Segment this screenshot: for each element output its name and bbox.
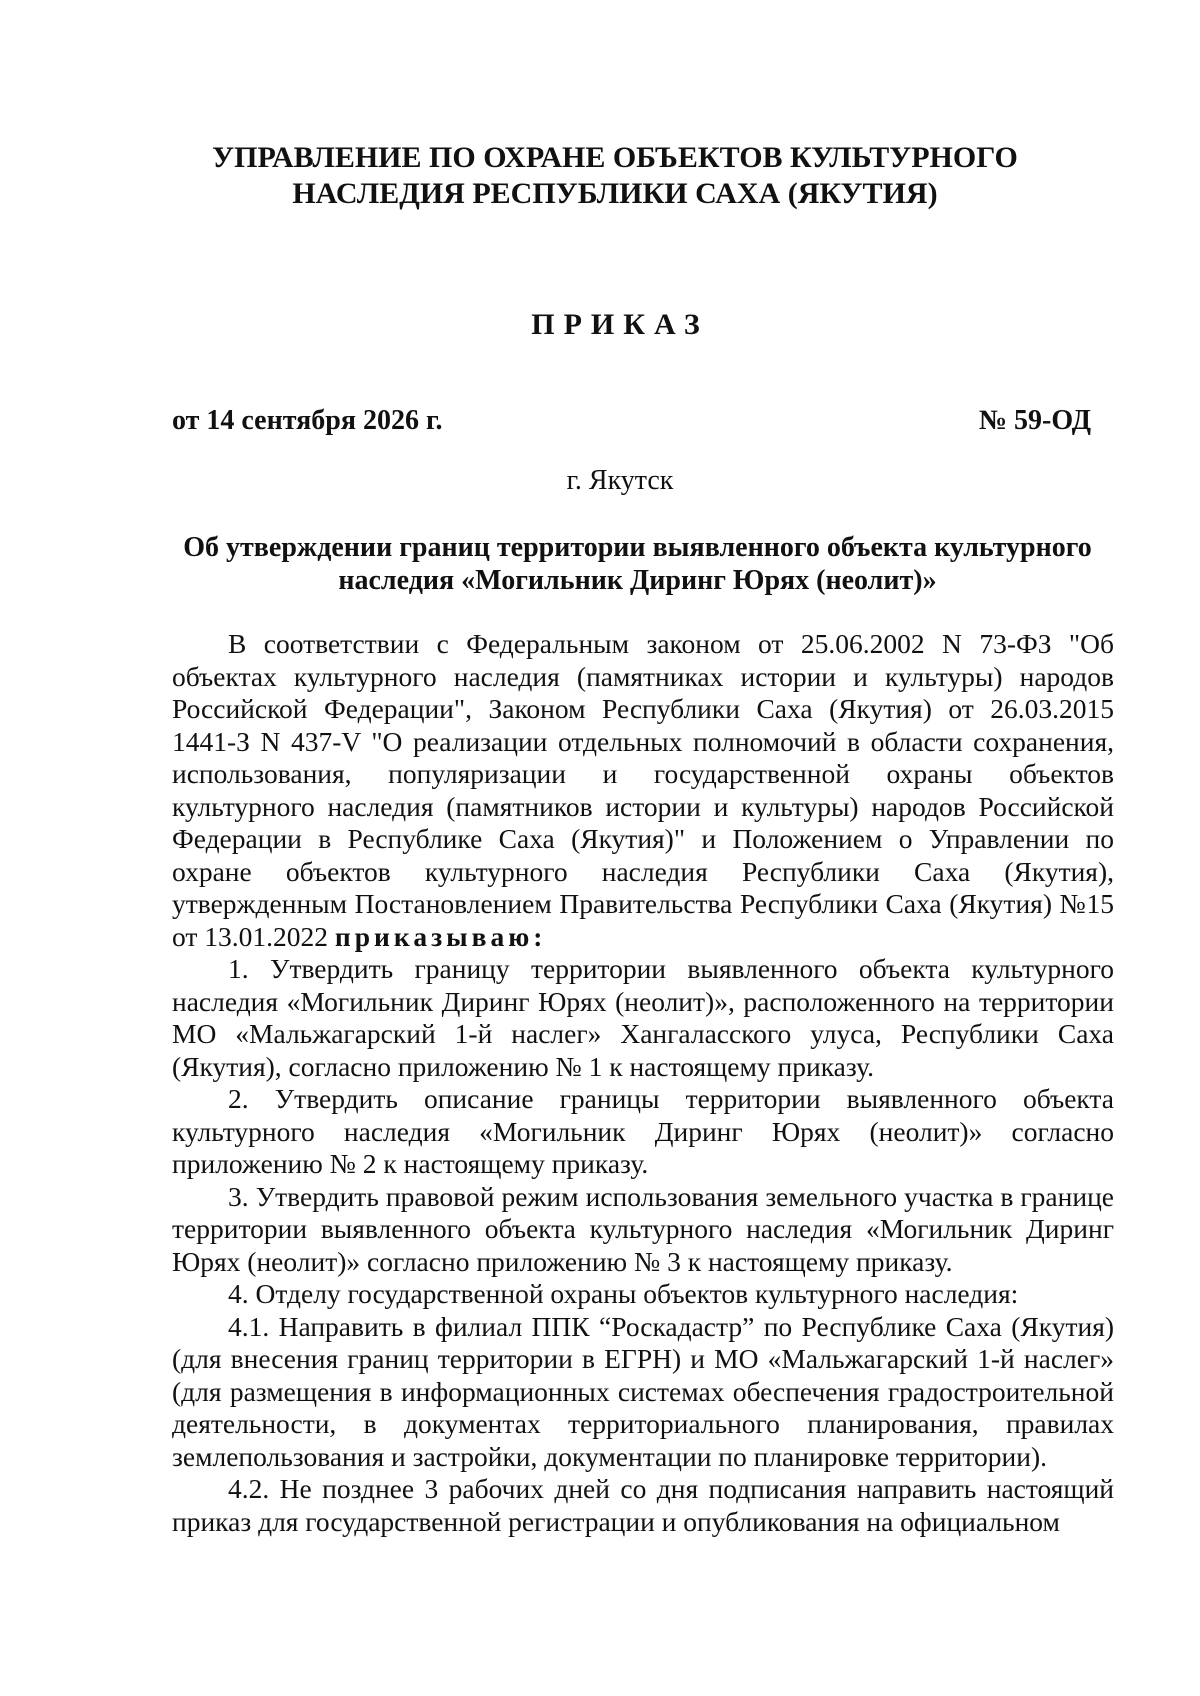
- document-number: № 59-ОД: [978, 405, 1091, 436]
- document-title-line1: Об утверждении границ территории выявленного объекта культурного: [183, 532, 1092, 563]
- order-item: 2. Утвердить описание границы территории выявленного объекта культурного наследия «Могильник Диринг Юрях (неолит)» согласно приложению № 2 к настоящему приказу.: [172, 1083, 1114, 1179]
- preamble-text: В соответствии с Федеральным законом от 25.06.2002 N 73-ФЗ "Об объектах культурного наследия (памятниках истории и культуры) народов Российской Федерации", Законом Республики Саха (Якутия) от 26.03.2015 1441-З N 437-V "О реализации отдельных полномочий в области сохранения, использования, популяризации и государственной охраны объектов культурного наследия (памятников истории и культуры) народов Российской Федерации в Республике Саха (Якутия)" и Положением о Управлении по охране объектов культурного наследия Республики Саха (Якутия), утвержденным Постановлением Правительства Республики Саха (Якутия) №15 от 13.01.2022: [172, 628, 1114, 952]
- order-word: приказываю:: [334, 920, 547, 952]
- organization-name-line2: НАСЛЕДИЯ РЕСПУБЛИКИ САХА (ЯКУТИЯ): [292, 177, 938, 210]
- document-date: от 14 сентября 2026 г.: [172, 405, 443, 436]
- order-item: 4.1. Направить в филиал ППК “Роскадастр” по Республике Саха (Якутия) (для внесения границ территории в ЕГРН) и МО «Мальжагарский 1-й наслег» (для размещения в информационных системах обеспечения градостроительной деятельности, в документах территориального планирования, правилах землепользования и застройки, документации по планировке территории).: [172, 1310, 1114, 1472]
- order-item: 4.2. Не позднее 3 рабочих дней со дня подписания направить настоящий приказ для государственной регистрации и опубликования на официальном: [172, 1473, 1114, 1537]
- order-item: 1. Утвердить границу территории выявленного объекта культурного наследия «Могильник Диринг Юрях (неолит)», расположенного на территории МО «Мальжагарский 1-й наслег» Хангаласского улуса, Республики Саха (Якутия), согласно приложению № 1 к настоящему приказу.: [172, 953, 1114, 1082]
- order-item: 4. Отделу государственной охраны объектов культурного наследия:: [228, 1278, 1019, 1309]
- document-type-heading: ПРИКАЗ: [531, 308, 709, 341]
- order-item: 3. Утвердить правовой режим использования земельного участка в границе территории выявленного объекта культурного наследия «Могильник Диринг Юрях (неолит)» согласно приложению № 3 к настоящему приказу.: [172, 1180, 1114, 1277]
- document-title: [160, 531, 1115, 597]
- organization-name: [0, 140, 1200, 212]
- preamble-paragraph: [172, 628, 1114, 953]
- organization-name-line1: УПРАВЛЕНИЕ ПО ОХРАНЕ ОБЪЕКТОВ КУЛЬТУРНОГО: [212, 141, 1018, 174]
- document-title-line2: наследия «Могильник Диринг Юрях (неолит)»: [338, 565, 937, 596]
- document-city: г. Якутск: [566, 465, 674, 496]
- document-body: [172, 628, 1114, 1538]
